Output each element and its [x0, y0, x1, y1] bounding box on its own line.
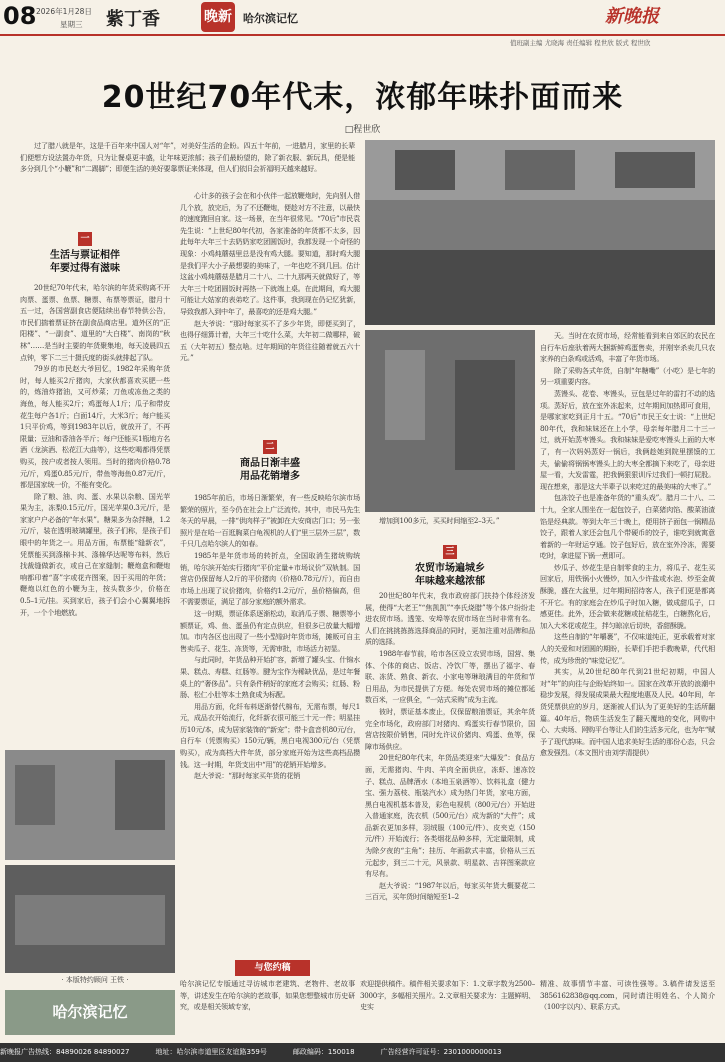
weekday: 星期三: [60, 20, 83, 29]
section-badge: 晚新: [201, 2, 235, 32]
column-brand: 哈尔滨记忆: [5, 990, 175, 1035]
section-1-number: 一: [78, 232, 92, 246]
section-2-body: 1985年前后，市场日渐繁荣，有一些反映哈尔滨市场繁荣的照片，至今仍在社会上广泛流传。其中，市民马先生冬天的早晨，一排“供肉样子”被卸在大安商店门口；另一张照片是在哈一百逛胸菜白龟视机的人们“里三层外三层”，数千只几点哈尔滨人的如春。 1985年是年货市场的转折点，全国取消生猪统购统销，哈尔滨开始实行猪肉“平价定量+市场议价”双轨制。国营店仍保留每人2斤的平价猪肉（价格0.78元/斤），而自由市场上出现了议价猪肉，价格约1.2元/斤，虽价格偏高，但不需要票证，满足了部分家庭的额外需求。 这一时期，票证体系逐渐松动，取消瓜子票、糖票等小额票证，鸡、鱼、蛋虽仍有定点供应，但很多已放量大幅增加。市内各区也出现了一些小型临时年货市场，摊贩可自主售卖瓜子、花生、冻货等，无需审批，市场活力初显。 与此同时，年货品种开始扩容，新增了罐头宝、什锦水果、糕点、寿糕、红肠等。腱为宝作为稀缺优品，是过年餐桌上的“奢侈品”。只有条件稍好的家庭才会购买；红肠、粉肠、松仁小肚等本土熟食成为标配。 用品方面，化纤布料逐渐替代棉布，无需布票，每尺1元，成品衣开始流行，化纤新衣很可能三十元一件；明星挂历10元/本，成为居家装饰的“新宠”；带卡盒音机80元/台，自行车（凭票购买）150元/辆，黑白电视300元/台（凭票购买），成为高档大件年货，部分家庭开始为这些高档品攒钱。这一时期，年货支出中“用”的花销开始增多。 赵大爷说：“那时每家买年货的花销: [180, 493, 360, 781]
photo-market-street: [365, 330, 535, 512]
section-1-heading: [20, 232, 150, 275]
section-3-number: 三: [443, 545, 457, 559]
photo-crowd-shopping: [365, 140, 715, 325]
header-rule: [0, 34, 725, 36]
right-column-body: 天。当时在农贸市场，经常能看到来自郊区的农民在自行车后座驮着两大捆新鲜鸡蛋售卖，并刚宰杀卖几只农家养的白条鸡或活鸡，丰富了年货市场。 除了采购各式年货，自制“年糖嘞”（小吃）是七年的另一项重要内容。 蒸馒头、花卷、枣馒头，豆包是过年的雷打不动的选项。蒸好后，放在室外冻起来，过年期间加热即可食用，是哪家家吃到正月十五。“70后”市民王女士说：“上世纪80年代，我和妹妹还在上小学，母亲每年腊月二十三一过，就开始蒸枣馒头。我和妹妹是爱吃枣馒头上面的大枣了，有一次妈妈蒸好一锅后，我俩趁她到院里摆馍的工夫，偷偷将锅锅枣馒头上的大枣全都摘下来吃了，母亲进屋一看，大发雷霆，把我俩狠狠训斥过我们一顿打屁股。现在想来，那是这大半辈子以来吃过的最美味的大枣了。” 包冻饺子也是准备年货的“重头戏”。腊月二十八、二十九，全家人围坐在一起包饺子，白菜猪肉馅、酸菜油渣馅是经典款。等到大年三十晚上，便用挤子面包一锅精品饺子，跟着人家还会包几个带硬币的饺子，谁吃到就寓意着新的一年财运亨通。饺子包好后，放在室外冷冻，需要吃时，拿进屋下锅一煮即可。 炒瓜子、炒花生是自制零食的主力，将瓜子、花生买回家后，用铁锅小火慢炒，加入少许盐或水泡、炒至金黄酥脆，盛在大盆里，过年期间招待客人，孩子们更是都离不开它。有的家庭会在炒瓜子时加入糖，做成甜瓜子，口感更佳。此外，还会做来花糖或扯秸花生，白糖熬化后，加入大米花或花生，拌匀晾凉后切块，香甜酥脆。 这些自制的“年嚼裹”，不仅味道纯正，更承载着对家人的关爱和对团圆的期盼，长辈们手把手教晚辈，代代相传，成为珍贵的“味觉记忆”。 其实，从20世纪80年代到21世纪初期，中国人对“年”的向往与企盼始终如一。国家在改革开放的浪潮中稳步发展，得发展成果最大程度地惠及人民。40年间，年货凭票供应的岁月，逐渐被人们认为了更美好的生活所翻篇。40年后，物质生活发生了翻天覆地的变化，网购中心、大卖场、网购平台等让人们的生活多元化，也为年“赋予了现代韵味。而中国人追求美好生活的那份心态，只会愈发强烈。（本文图片由刘学清提供）: [540, 331, 715, 758]
section-1-body: 20世纪70年代末，哈尔滨的年货采购离不开肉票、蛋票、鱼票、糖票、布票等票证，腊月十五一过，各国营副食店便陆续出春节特供公告，市民们揣着票证挤在副食品商店里。道外区的“正阳楼”、“一副食”、道里的“大白楼”、南岗的“秋林”……是当时主要的年货聚集地，每天凌晨四五点钟，零下二三十摄氏度的街头就排起了队。 79岁的市民赵大爷回忆，1982年采购年货时，每人能买2斤猪肉，大家伙都喜欢买肥一些的，炼油炸猪油，又可炒菜；刀鱼或冻鱼之类的海鱼，每人能买2斤；鸡蛋每人1斤；瓜子和带皮花生每户各1斤；白面14斤，大米3斤；每户能买1只平价鸡，等到1983年以后，就放开了，不再限量；豆油和香油各半斤；每户还能买1瓶地方名酒（龙滨酒、松花江大曲等），这些吃喝都得凭票购买，按户或者按人领用。当时的猪肉价格0.78元/斤，鸡蛋0.85元/斤，带鱼等海鱼0.87元/斤，都是国家统一价，不能有变化。 除了粮、油、肉、蛋、水果以杂粮、国光苹果为主，冻梨0.15元/斤，国光苹果0.3元/斤，是家家户户必备的“年水果”。糖果多为杂拌糖，1.2元/斤，装在透明玻璃罐里，孩子们称，是孩子们眼中的年货之一。用品方面，布票能“缝新衣”，凭票能买到涤棉卡其、涤棉华达呢等布料，然后找裁缝做新衣，或自己在家缝制；鞭炮盒和鞭炮响都印着“喜”字或花卉图案，因于买用的年货；鞭炮以红色的小鞭为主，按头数多少，价格在0.5–1元/挂。买到家后，孩子们会小心翼翼地拆开，一个个地燃放。: [20, 283, 170, 617]
photo-image: [5, 865, 175, 973]
column-title: 哈尔滨记忆: [243, 12, 298, 25]
section-3-body: 20世纪80年代末，我市政府部门扶持个体经济发展，使得“大老王”“焦凯凯”“李氏烧腊”等个体户纷纷走进农贸市场。透笼、安埠等农贸市场在当时非常有名。人们在挑挑拣拣选择商品的同时，更加注重对品牌和品质的选择。 1988年春节前，哈市各区设立农贸市场，国营、集体、个体的商店、饭店、冷饮厂等，摆出了福字、春联、冻货、熟食、新衣、小家电等琳琅满目的年货和节日用品，为市民提供了方便。每处农贸市场的摊位都延数百米，一应俱全，“一站式采购”成为主流。 彼时，票证基本废止，仅保留粮油票证，其余年货完全市场化，政府部门对猪肉、鸡蛋实行春节限价，国营店按限价销售，同时允许议价猪肉、鸡蛋、鱼等，保障市场供应。 20世纪80年代末，年货品类迎来“大爆发”：食品方面，无需猪肉、牛肉、羊肉全面供应，冻虾、速冻饺子、糕点、品牌酒水（本地玉泉酒等）、饮料礼盒（健力宝、强力荔枝、瓶装汽水）成为热门年货，家电方面，黑白电视机基本普及，彩色电视机（800元/台）开始进入普通家庭，洗衣机（500元/台）成为新的“大件”；成品新衣更加多样，羽绒服（100元/件）、皮夹克（150元/件）开始流行；各类烟花品种多样，无定量限制，成为除夕夜的“主角”；挂历、年画款式丰富，价格从三五元起步，到三二十元，风景款、明星款、吉祥图案款应有尽有。 赵大爷说：“1987年以后，每家买年货大概要花二三百元，买年货时间缩短至1–2: [365, 591, 535, 902]
section-1-title: 生活与票证相伴 年要过得有滋味: [50, 250, 120, 274]
photo-image: [365, 140, 715, 325]
photo-image: [5, 750, 175, 860]
footer-bar: [0, 1043, 725, 1062]
photo-image: [365, 330, 535, 512]
footer-postcode: 邮政编码：150018: [292, 1048, 355, 1056]
section-2-number: 二: [263, 440, 277, 454]
issue-date: 2026年1月28日: [36, 7, 92, 16]
section-2-heading: [180, 440, 360, 483]
section-2-title: 商品日渐丰盛 用品花销增多: [240, 458, 300, 482]
photo-old-street: [5, 750, 175, 860]
article-title: 20世纪70年代末，浓郁年味扑面而来: [101, 80, 624, 115]
newspaper-logo: 新晚报: [605, 6, 659, 27]
submission-box: [180, 960, 715, 1040]
middle-column-body: 心计多的孩子会在和小伙伴一起放鞭炮时，先向别人借几个放，放完后，为了不还鞭炮，便趁对方不注意，以最快的速度跑回自家。这一场景，在当年很常见。“70后”市民袁先生说：“上世纪80年代初，各家准备的年货都不太多，因此每年大年三十去奶奶家吃团圆饭时，我都发现一个奇怪的现象：小鸡炖蘑菇里总是没有鸡大腿。要知道，那时鸡大腿是我们平大小子最想要的美味了，一年也吃不到几回。估计这盆小鸡炖蘑菇是腊月二十八、二十九那两天就做好了，等大年三十吃团圆饭时再热一下就端上桌。在此期间，鸡大腿可能让大姑家的表弟吃了。这件事，我到现在仍记忆犹新，导致我都入到中年了，最喜吃的还是鸡大腿。” 赵大爷说：“那时每家买不了多少年货，即便买到了，也得仔细算计着，大年三十吃什么菜，大年初二做哪样，破五（大年初五）整点啥。过年期间的年货往往随着就五六十元。”: [180, 191, 360, 363]
header: [0, 0, 725, 34]
submission-title: 与您约稿: [235, 960, 310, 976]
footer-license: 广告经营许可证号：2301000000013: [380, 1048, 502, 1056]
editors-line: 值班副主编 尤晓海 责任编辑 程世欣 版式 程世欣: [510, 39, 651, 47]
section-3-title: 农贸市场遍城乡 年味越来越浓郁: [415, 563, 485, 587]
submission-text-1: 哈尔滨记忆专版通过寻访城市老建筑、老物件、老故事等，讲述发生在哈尔滨的老故事，如果您想整城市历史研究，或是相关领域专家，: [180, 979, 355, 1012]
section-3-heading: [380, 545, 520, 588]
section-title: 紫丁香: [106, 9, 160, 30]
article-intro: 过了腊八就是年，这是千百年来中国人对“年”，对美好生活的企盼。四五十年前，一进腊月，家里的长辈们便想方设法置办年货，只为让餐桌更丰盛，让年味更浓郁；孩子们最盼望的，除了新衣服、新玩具，便是能多分到几个“小鞭”和“二踢脚”；即便生活的美好要靠票证来体现，但人们依旧会祈福明天越来越好。: [20, 141, 355, 174]
photo-caption: 增加到100多元，买买时间缩至2–3天。”: [379, 516, 500, 525]
footer-address: 地址：哈尔滨市道里区友谊路359号: [155, 1048, 267, 1056]
author-byline: □程世欣: [344, 125, 381, 135]
photo-meat-stall: [5, 865, 175, 973]
page-number: 08: [3, 2, 37, 30]
submission-text-2: 欢迎提供稿件。稿件相关要求如下：1.文章字数为2500–3000字，多幅相关照片。2.文章相关要求为：主题鲜明、史实: [360, 979, 535, 1012]
special-advisor: · 本版特约顾问 王铁 ·: [61, 976, 129, 984]
footer-ad-hotline: 新晚报广告热线：84890026 84890027: [0, 1048, 130, 1056]
submission-text-3: 精准、故事情节丰富、可读性强等。3.稿件请发送至 3856162838@qq.com，同时请注明姓名、个人简介（100字以内）、联系方式。: [540, 979, 715, 1012]
